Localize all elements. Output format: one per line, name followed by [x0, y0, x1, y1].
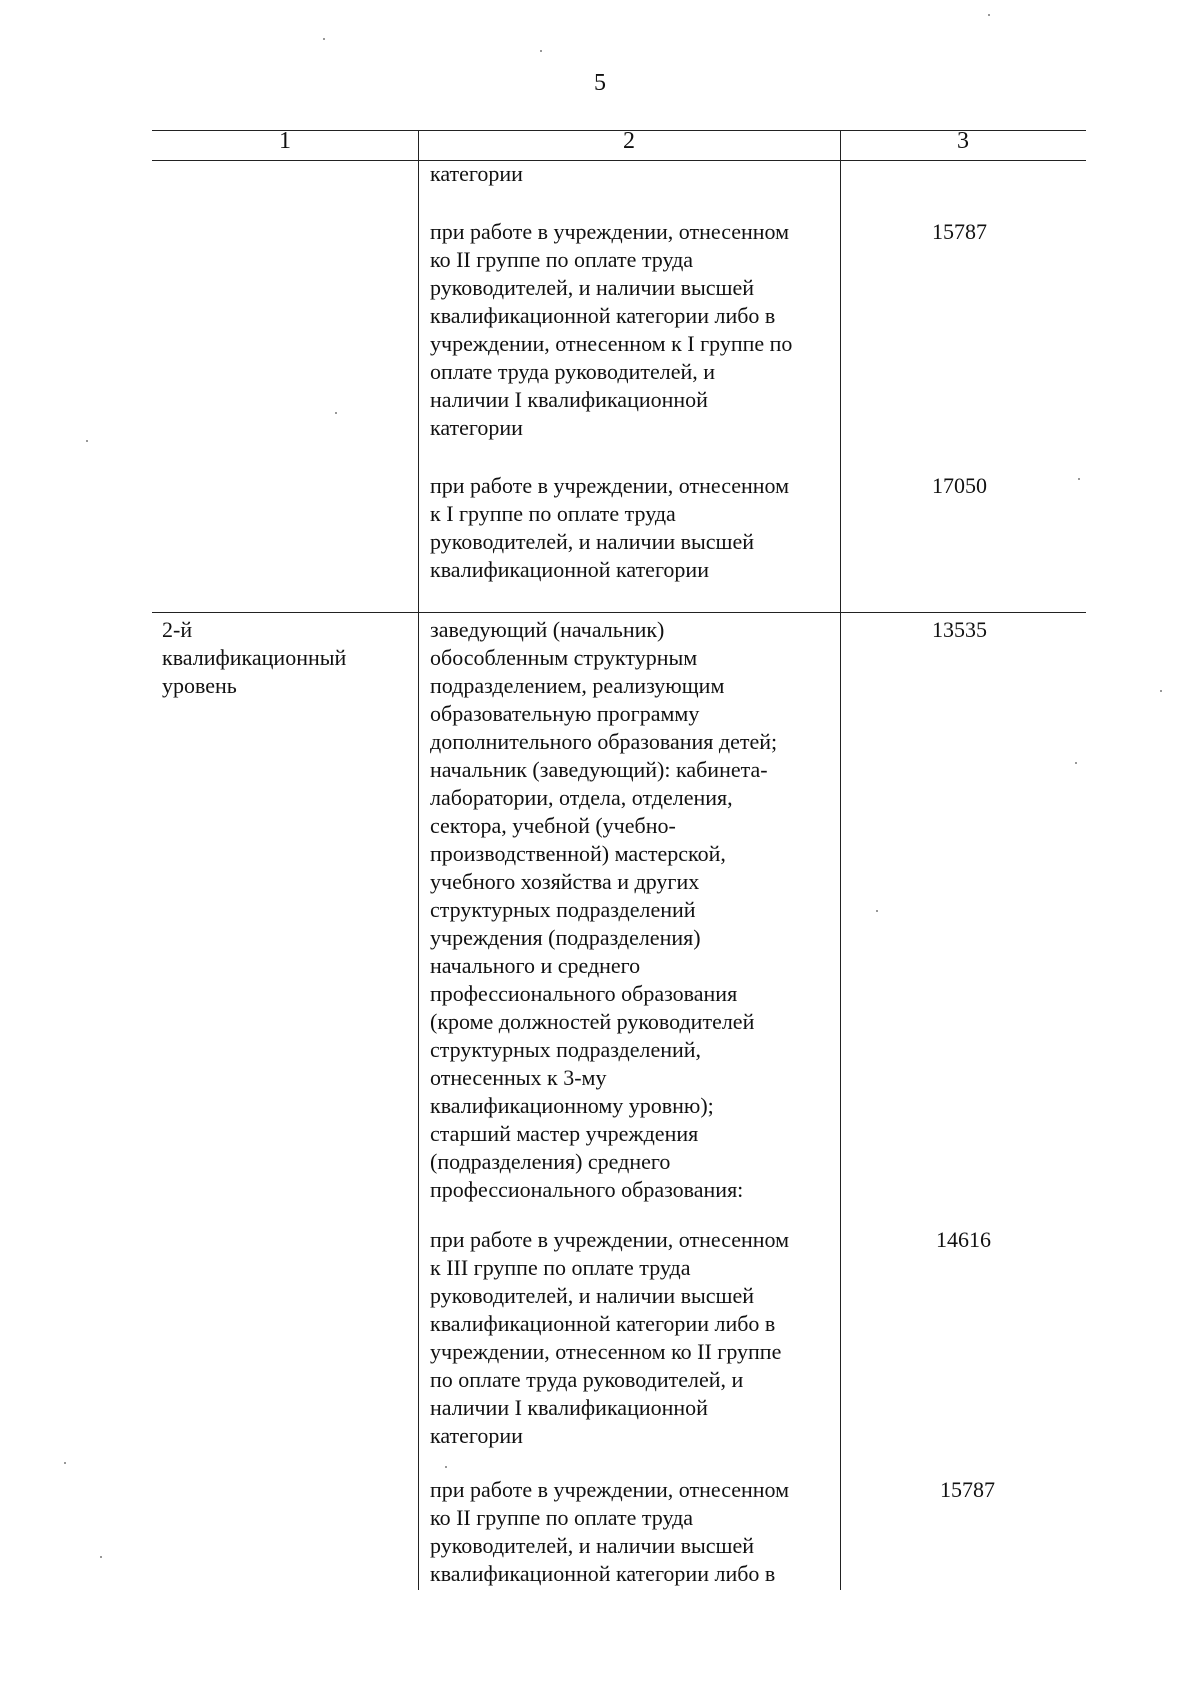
entry-text [430, 218, 792, 442]
entry-text [430, 1226, 789, 1450]
text-line: производственной) мастерской, [430, 841, 726, 866]
position-description [430, 616, 777, 1204]
scan-speck [445, 1466, 447, 1468]
text-line: учреждении, отнесенном к I группе по [430, 331, 793, 356]
text-line: учреждения (подразделения) [430, 925, 701, 950]
entry-text [430, 1476, 789, 1588]
text-line: наличии I квалификационной [430, 387, 708, 412]
header-bottom-rule [152, 160, 1086, 161]
text-line: при работе в учреждении, отнесенном [430, 473, 790, 498]
column-header-1: 1 [279, 128, 291, 154]
qualification-level-label [162, 616, 346, 700]
text-line: ко II группе по оплате труда [430, 247, 694, 272]
text-line: учреждении, отнесенном ко II группе [430, 1339, 782, 1364]
entry-value: 17050 [932, 473, 987, 498]
text-line: обособленным структурным [430, 645, 698, 670]
text-line: учебного хозяйства и других [430, 869, 700, 894]
text-line: по оплате труда руководителей, и [430, 1367, 744, 1392]
text-line: (подразделения) среднего [430, 1149, 671, 1174]
text-line: заведующий (начальник) [430, 617, 665, 642]
text-line: квалификационной категории либо в [430, 1311, 776, 1336]
text-line: сектора, учебной (учебно- [430, 813, 676, 838]
column-header-3: 3 [957, 128, 969, 154]
entry-value: 15787 [932, 219, 987, 244]
text-line: руководителей, и наличии высшей [430, 1283, 755, 1308]
text-line: к I группе по оплате труда [430, 501, 676, 526]
text-line: категории [430, 415, 523, 440]
text-line: профессионального образования: [430, 1177, 744, 1202]
text-line: начальник (заведующий): кабинета- [430, 757, 768, 782]
entry-value: 13535 [932, 617, 987, 642]
text-line: квалификационной категории либо в [430, 303, 776, 328]
text-line: к III группе по оплате труда [430, 1255, 691, 1280]
text-line: подразделением, реализующим [430, 673, 725, 698]
column-header-2: 2 [623, 128, 635, 154]
row-divider-rule [152, 612, 1086, 613]
text-line: квалификационной категории [430, 557, 709, 582]
text-line: при работе в учреждении, отнесенном [430, 1227, 790, 1252]
page-number: 5 [594, 70, 606, 96]
text-line: квалификационному уровню); [430, 1093, 714, 1118]
text-line: квалификационной категории либо в [430, 1561, 776, 1586]
scan-speck [540, 50, 542, 52]
text-line: уровень [162, 673, 237, 698]
text-line: оплате труда руководителей, и [430, 359, 716, 384]
scan-speck [86, 440, 88, 442]
text-line: квалификационный [162, 645, 347, 670]
text-line: 2-й [162, 617, 193, 642]
text-line: руководителей, и наличии высшей [430, 275, 755, 300]
scan-speck [988, 14, 990, 16]
text-line: (кроме должностей руководителей [430, 1009, 755, 1034]
continuation-text [430, 160, 523, 188]
entry-value: 14616 [936, 1227, 991, 1252]
text-line: старший мастер учреждения [430, 1121, 699, 1146]
text-line: дополнительного образования детей; [430, 729, 778, 754]
scan-speck [1075, 762, 1077, 764]
text-line: начального и среднего [430, 953, 641, 978]
scan-speck [1160, 690, 1162, 692]
text-line: структурных подразделений [430, 897, 696, 922]
column-divider-1 [418, 130, 419, 1590]
entry-text [430, 472, 789, 584]
text-line: руководителей, и наличии высшей [430, 529, 755, 554]
scan-speck [1078, 478, 1080, 480]
scan-speck [100, 1556, 102, 1558]
text-line: отнесенных к 3-му [430, 1065, 607, 1090]
scan-speck [64, 1462, 66, 1464]
text-line: категории [430, 161, 523, 186]
text-line: образовательную программу [430, 701, 700, 726]
column-divider-2 [840, 130, 841, 1590]
text-line: при работе в учреждении, отнесенном [430, 1477, 790, 1502]
text-line: ко II группе по оплате труда [430, 1505, 694, 1530]
scan-speck [323, 38, 325, 40]
entry-value: 15787 [940, 1477, 995, 1502]
scan-speck [876, 910, 878, 912]
text-line: наличии I квалификационной [430, 1395, 708, 1420]
text-line: структурных подразделений, [430, 1037, 702, 1062]
text-line: лаборатории, отдела, отделения, [430, 785, 733, 810]
text-line: руководителей, и наличии высшей [430, 1533, 755, 1558]
text-line: при работе в учреждении, отнесенном [430, 219, 790, 244]
text-line: категории [430, 1423, 523, 1448]
text-line: профессионального образования [430, 981, 738, 1006]
scan-speck [335, 412, 337, 414]
